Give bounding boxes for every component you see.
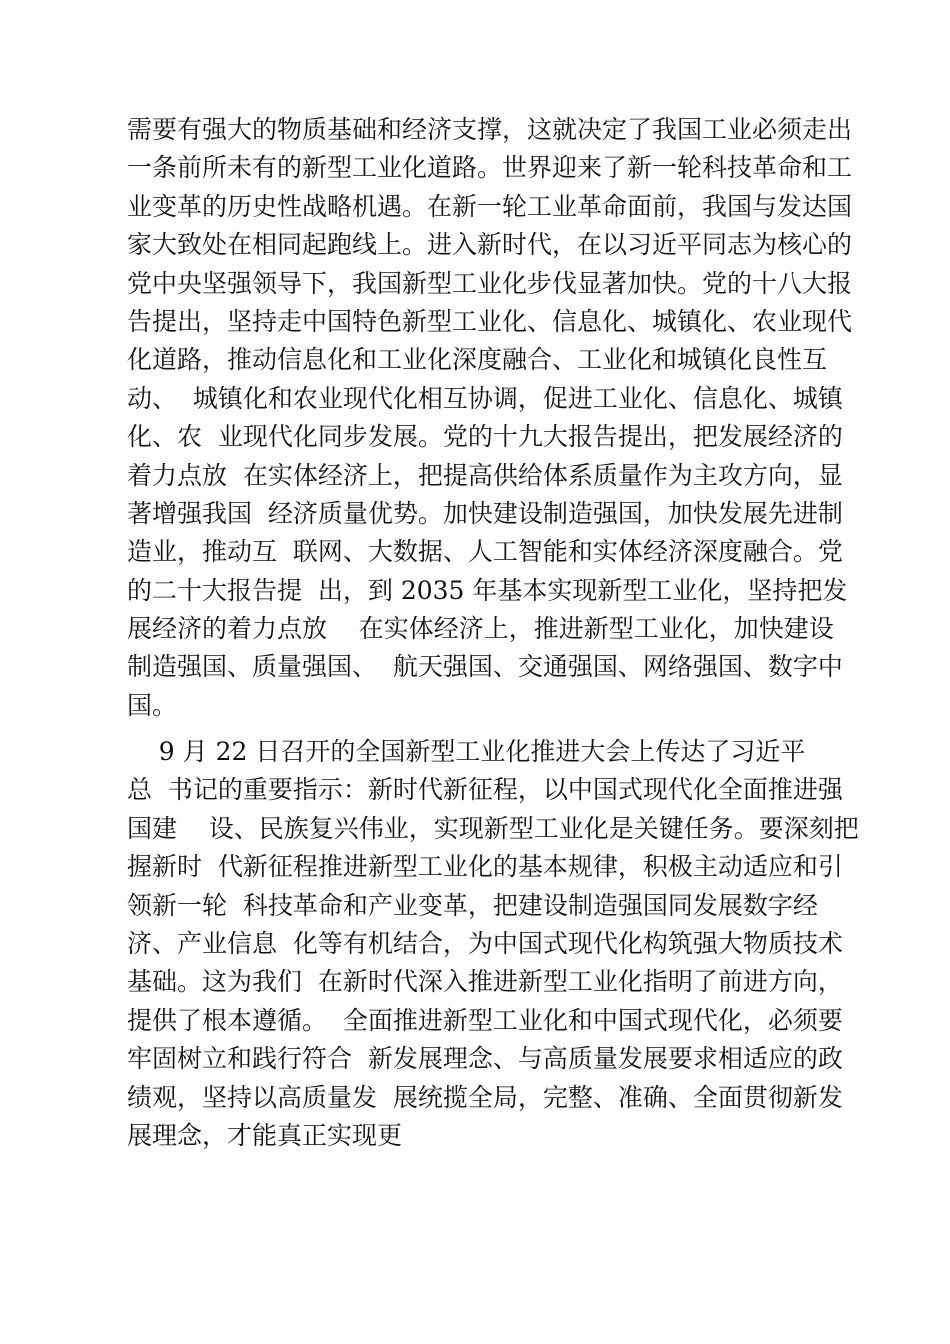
paragraph-line: 展经济的着力点放 在实体经济上，推进新型工业化，加快建设 xyxy=(127,614,834,644)
paragraph-line: 需要有强大的物质基础和经济支撑，这就决定了我国工业必须走出 xyxy=(127,115,853,144)
paragraph-line: 基础。这为我们 在新时代深入推进新型工业化指明了前进方向， xyxy=(127,967,843,997)
paragraph-line: 制造强国、质量强国、 航天强国、交通强国、网络强国、数字中 xyxy=(127,652,843,682)
paragraph-1 xyxy=(127,111,867,725)
paragraph-line: 济、产业信息 化等有机结合，为中国式现代化构筑强大物质技术 xyxy=(127,928,843,958)
paragraph-line: 9 月 22 日召开的全国新型工业化推进大会上传达了习近平 xyxy=(127,737,806,766)
paragraph-line: 的二十大报告提 出，到 2035 年基本实现新型工业化，坚持把发 xyxy=(127,575,848,605)
paragraph-line: 国建 设、民族复兴伟业，实现新型工业化是关键任务。要深刻把 xyxy=(127,813,859,843)
paragraph-line: 领新一轮 科技革命和产业变革，把建设制造强国同发展数字经 xyxy=(127,890,818,920)
paragraph-2 xyxy=(127,733,867,1155)
paragraph-line: 动、 城镇化和农业现代化相互协调，促进工业化、信息化、城镇 xyxy=(127,383,843,413)
paragraph-line: 提供了根本遵循。 全面推进新型工业化和中国式现代化，必须要 xyxy=(127,1005,843,1035)
paragraph-line: 展理念，才能真正实现更 xyxy=(127,1120,403,1150)
paragraph-line: 牢固树立和践行符合 新发展理念、与高质量发展要求相适应的政 xyxy=(127,1044,843,1074)
paragraph-line: 绩观，坚持以高质量发 展统揽全局，完整、准确、全面贯彻新发 xyxy=(127,1082,843,1112)
paragraph-line: 握新时 代新征程推进新型工业化的基本规律，积极主动适应和引 xyxy=(127,852,843,882)
paragraph-line: 家大致处在相同起跑线上。进入新时代，在以习近平同志为核心的 xyxy=(127,230,853,260)
paragraph-line: 告提出，坚持走中国特色新型工业化、信息化、城镇化、农业现代 xyxy=(127,306,853,336)
paragraph-line: 造业，推动互 联网、大数据、人工智能和实体经济深度融合。党 xyxy=(127,537,843,567)
paragraph-line: 着力点放 在实体经济上，把提高供给体系质量作为主攻方向，显 xyxy=(127,460,843,490)
paragraph-line: 一条前所未有的新型工业化道路。世界迎来了新一轮科技革命和工 xyxy=(127,153,853,183)
paragraph-line: 党中央坚强领导下，我国新型工业化步伐显著加快。党的十八大报 xyxy=(127,268,853,298)
paragraph-line: 总 书记的重要指示：新时代新征程，以中国式现代化全面推进强 xyxy=(127,775,843,805)
paragraph-line: 国。 xyxy=(127,690,178,720)
paragraph-line: 著增强我国 经济质量优势。加快建设制造强国，加快发展先进制 xyxy=(127,498,843,528)
paragraph-line: 化、农 业现代化同步发展。党的十九大报告提出，把发展经济的 xyxy=(127,422,843,452)
paragraph-line: 化道路，推动信息化和工业化深度融合、工业化和城镇化良性互 xyxy=(127,345,828,375)
paragraph-line: 业变革的历史性战略机遇。在新一轮工业革命面前，我国与发达国 xyxy=(127,191,853,221)
